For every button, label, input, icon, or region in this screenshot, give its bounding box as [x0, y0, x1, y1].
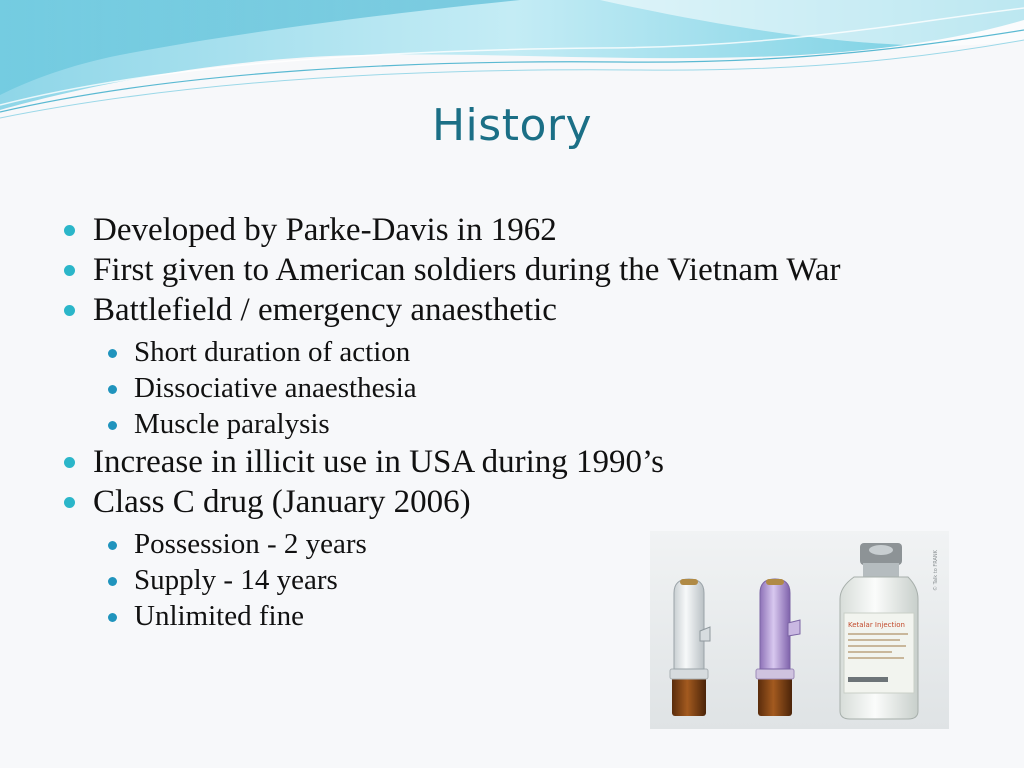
ketamine-vials-photo	[650, 531, 949, 729]
sub-bullet-text: Dissociative anaesthesia	[134, 372, 417, 404]
bullet-dot-icon	[64, 457, 75, 468]
sub-bullet-item	[62, 406, 942, 442]
bullet-item	[62, 254, 942, 286]
sub-bullet-text: Unlimited fine	[134, 600, 304, 632]
bullet-text: Developed by Parke-Davis in 1962	[93, 212, 557, 248]
sub-bullet-text: Supply - 14 years	[134, 564, 338, 596]
bullet-text: First given to American soldiers during the Vietnam War	[93, 252, 841, 288]
bullet-dot-icon	[108, 577, 117, 586]
bullet-dot-icon	[64, 225, 75, 236]
bottle-label-text: Ketalar Injection	[848, 621, 905, 629]
bullet-text: Battlefield / emergency anaesthetic	[93, 292, 557, 328]
bullet-text: Class C drug (January 2006)	[93, 484, 471, 520]
bullet-text: Increase in illicit use in USA during 1990’s	[93, 444, 665, 480]
sub-bullet-item	[62, 370, 942, 406]
bullet-dot-icon	[64, 265, 75, 276]
slide-title: History	[431, 100, 593, 151]
bullet-item	[62, 486, 942, 518]
bullet-dot-icon	[64, 305, 75, 316]
sub-bullet-item	[62, 334, 942, 370]
bullet-dot-icon	[108, 421, 117, 430]
svg-text:© Talk to FRANK: © Talk to FRANK	[933, 550, 939, 591]
bullet-item	[62, 294, 942, 326]
vials-illustration	[650, 531, 949, 729]
bullet-dot-icon	[108, 349, 117, 358]
bullet-dot-icon	[108, 541, 117, 550]
bullet-dot-icon	[64, 497, 75, 508]
bullet-item	[62, 214, 942, 246]
sub-bullet-text: Possession - 2 years	[134, 528, 367, 560]
bullet-dot-icon	[108, 385, 117, 394]
sub-bullet-text: Muscle paralysis	[134, 408, 330, 440]
sub-bullet-text: Short duration of action	[134, 336, 411, 368]
bullet-dot-icon	[108, 613, 117, 622]
bullet-item	[62, 446, 942, 478]
